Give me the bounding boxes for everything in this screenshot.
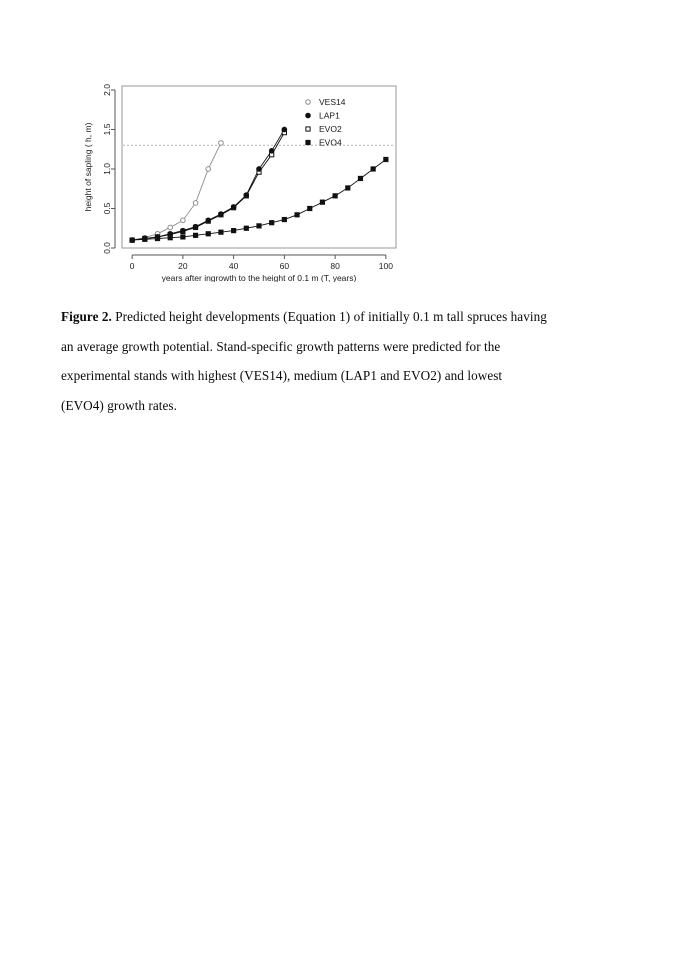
data-point-lap1 [168, 231, 173, 236]
x-axis-title: years after ingrowth to the height of 0.1 m (T, years) [161, 273, 357, 282]
y-axis-tick-label: 2.0 [102, 84, 112, 96]
data-point-evo4 [244, 226, 248, 230]
data-point-evo4 [232, 229, 236, 233]
data-point-ves14 [206, 167, 211, 172]
x-axis-tick-label: 80 [330, 261, 340, 271]
data-point-lap1 [244, 193, 249, 198]
data-point-evo4 [320, 200, 324, 204]
data-point-lap1 [143, 236, 148, 241]
data-point-lap1 [206, 218, 211, 223]
data-point-ves14 [193, 201, 198, 206]
legend-label-lap1: LAP1 [319, 110, 340, 121]
data-point-lap1 [219, 212, 224, 217]
data-point-evo4 [333, 194, 337, 198]
x-axis-tick-label: 0 [129, 261, 135, 271]
figure-caption [61, 302, 548, 420]
legend-label-evo4: EVO4 [319, 137, 342, 148]
legend-marker-evo4 [306, 140, 310, 144]
data-point-evo4 [308, 206, 312, 210]
data-point-evo4 [371, 167, 375, 171]
figure-caption-body: Predicted height developments (Equation 1) of initially 0.1 m tall spruces having an average growth potential. Stand-specific growth patterns were predicted for the experimental stands with highest (VES14), medium (LAP1 and EVO2) and lowest (EVO4) growth rates. [61, 309, 547, 413]
y-axis-tick-label: 1.0 [102, 163, 112, 175]
data-point-ves14 [181, 218, 186, 223]
data-point-evo4 [346, 186, 350, 190]
data-point-lap1 [181, 228, 186, 233]
legend-label-evo2: EVO2 [319, 124, 342, 134]
data-point-evo4 [384, 157, 388, 161]
data-point-evo4 [270, 221, 274, 225]
data-point-evo4 [358, 176, 362, 180]
data-point-evo4 [181, 235, 185, 239]
data-point-evo4 [257, 224, 261, 228]
legend-marker-lap1 [306, 113, 311, 118]
data-point-ves14 [168, 225, 173, 230]
data-point-lap1 [269, 149, 274, 154]
data-point-lap1 [130, 238, 135, 243]
data-point-evo4 [295, 213, 299, 217]
data-point-lap1 [282, 127, 287, 132]
data-point-ves14 [219, 141, 224, 146]
figure-caption-label: Figure 2. [61, 309, 112, 324]
data-point-evo4 [219, 230, 223, 234]
data-point-lap1 [193, 224, 198, 229]
x-axis-tick-label: 40 [228, 261, 239, 271]
data-point-lap1 [231, 205, 236, 210]
x-axis-tick-label: 60 [279, 261, 290, 271]
height-development-chart [80, 72, 410, 282]
y-axis-tick-label: 0.5 [102, 202, 112, 215]
figure-2 [80, 72, 410, 282]
data-point-lap1 [155, 235, 160, 240]
x-axis-tick-label: 20 [178, 261, 188, 271]
legend-marker-evo2 [306, 127, 310, 131]
y-axis-tick-label: 1.5 [102, 123, 112, 136]
data-point-evo4 [206, 232, 210, 236]
y-axis-title: height of sapling ( h, m) [83, 122, 93, 212]
data-point-lap1 [257, 167, 262, 172]
legend-label-ves14: VES14 [319, 97, 346, 107]
data-point-evo4 [282, 217, 286, 221]
y-axis-tick-label: 0.0 [102, 242, 112, 254]
x-axis-tick-label: 100 [378, 261, 393, 271]
data-point-evo4 [193, 233, 197, 237]
legend-marker-ves14 [306, 100, 311, 105]
